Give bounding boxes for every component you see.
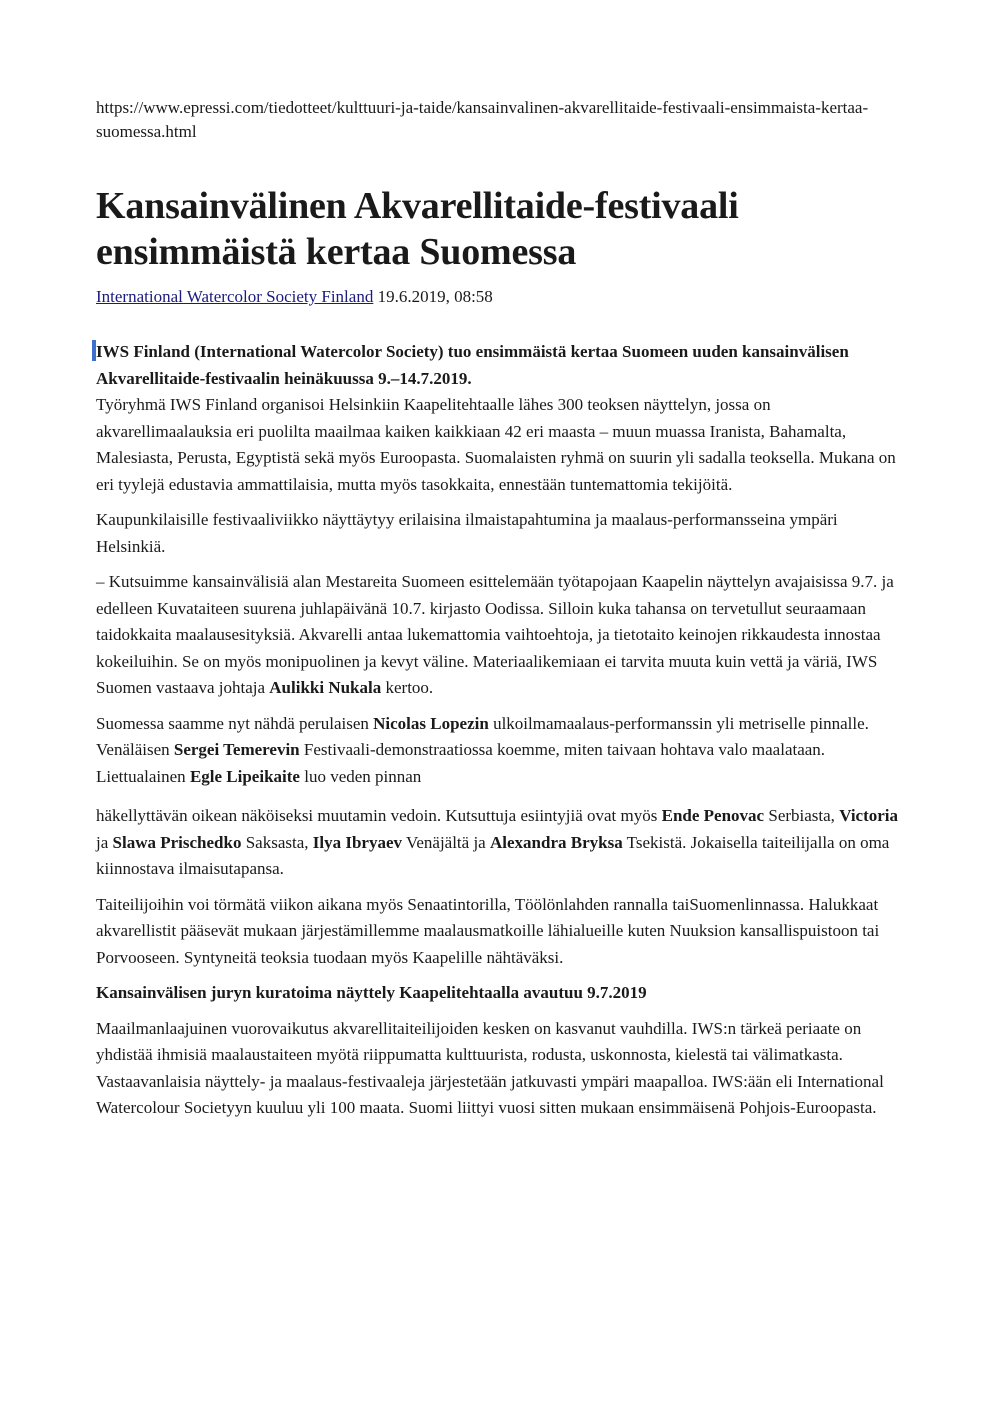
- paragraph-3-end: kertoo.: [381, 678, 434, 697]
- person-name: Victoria: [839, 806, 899, 825]
- section-subheading: Kansainvälisen juryn kuratoima näyttely Kaapelitehtaalla avautuu 9.7.2019: [96, 983, 647, 1002]
- paragraph-2: Kaupunkilaisille festivaaliviikko näyttäytyy erilaisina ilmaistapahtumina ja maalaus-performansseina ympäri Helsinkiä.: [96, 510, 838, 556]
- person-name: Nicolas Lopezin: [373, 713, 489, 733]
- lead-paragraph: [96, 339, 902, 392]
- lead-text: IWS Finland (International Watercolor Society) tuo ensimmäistä kertaa Suomeen uuden kansainvälisen Akvarellitaide-festivaalin heinäkuussa 9.–14.7.2019.: [96, 342, 849, 388]
- text-run: Venäjältä ja: [402, 832, 490, 852]
- text-run: häkellyttävän oikean näköiseksi muutamin vedoin. Kutsuttuja esiintyjiä ovat myös: [96, 806, 662, 825]
- byline: [96, 285, 906, 309]
- person-name: Slawa Prischedko: [112, 832, 242, 852]
- publish-datetime: 19.6.2019, 08:58: [377, 287, 493, 306]
- person-name: Ilya Ibryaev: [312, 832, 403, 852]
- text-run: ja: [96, 832, 113, 852]
- paragraph-3: [96, 569, 902, 702]
- person-name: Ende Penovac: [661, 806, 765, 825]
- paragraph-3-text: – Kutsuimme kansainvälisiä alan Mestareita Suomeen esittelemään työtapojaan Kaapelin näyttelyn avajaisissa 9.7. ja edelleen Kuvataiteen suurena juhlapäivänä 10.7. kirjasto Oodissa. Silloin kuka tahansa on tervetullut seuraamaan taidokkaita maalausesityksiä. Akvarelli antaa lukemattomia vaihtoehtoja, ja tietotaito keinojen rikkaudesta innostaa kokeiluihin. Se on myös monipuolinen ja kevyt väline. Materiaalikemiaan ei tarvita muuta kuin vettä ja väriä, IWS Suomen vastaava johtaja: [96, 572, 894, 697]
- text-run: Suomessa saamme nyt nähdä perulaisen: [96, 713, 374, 733]
- text-run: Saksasta,: [241, 832, 313, 852]
- article-body: [96, 339, 902, 1122]
- paragraph-1: Työryhmä IWS Finland organisoi Helsinkiin Kaapelitehtaalle lähes 300 teoksen näyttelyn, jossa on akvarellimaalauksia eri puolilta maailmaa kaiken kaikkiaan 42 eri maasta – muun muassa Iranista, Bahamalta, Malesiasta, Perusta, Egyptistä sekä myös Euroopasta. Suomalaisten ryhmä on suurin yli sadalla teoksella. Mukana on eri tyylejä edustavia ammattilaisia, mutta myös tasokkaita, ennestään tuntemattomia tekijöitä.: [96, 395, 896, 494]
- person-name: Alexandra Bryksa: [489, 832, 623, 852]
- person-name: Egle Lipeikaite: [189, 766, 300, 786]
- person-name: Sergei Temerevin: [173, 740, 300, 759]
- article-title: Kansainvälinen Akvarellitaide-festivaali ensimmäistä kertaa Suomessa: [96, 185, 739, 273]
- text-run: Serbiasta,: [764, 806, 840, 825]
- paragraph-4: [96, 711, 902, 791]
- paragraph-6: Taiteilijoihin voi törmätä viikon aikana myös Senaatintorilla, Töölönlahden rannalla taiSuomenlinnassa. Halukkaat akvarellistit pääsevät mukaan järjestämillemme maalausmatkoille lähialueille kuten Nuuksion kansallispuistoon tai Porvooseen. Syntyneitä teoksia tuodaan myös Kaapelille nähtäväksi.: [96, 894, 880, 967]
- source-url: https://www.epressi.com/tiedotteet/kulttuuri-ja-taide/kansainvalinen-akvarellitaide-festivaali-ensimmaista-kertaa-suomessa.html: [96, 98, 869, 141]
- author-link[interactable]: International Watercolor Society Finland: [96, 287, 374, 306]
- paragraph-7: Maailmanlaajuinen vuorovaikutus akvarellitaiteilijoiden kesken on kasvanut vauhdilla. IWS:n tärkeä periaate on yhdistää ihmisiä maalaustaiteen myötä riippumatta kulttuurista, rodusta, uskonnosta, kielestä tai välimatkasta. Vastaavanlaisia näyttely- ja maalaus-festivaaleja järjestetään jatkuvasti ympäri maapalloa. IWS:ään eli International Watercolour Societyyn kuuluu yli 100 maata. Suomi liittyi vuosi sitten mukaan ensimmäisenä Pohjois-Euroopasta.: [96, 1018, 884, 1117]
- text-run: luo veden pinnan: [299, 766, 422, 786]
- person-name: Aulikki Nukala: [269, 678, 382, 697]
- paragraph-5: [96, 803, 902, 883]
- lead-marker: [92, 340, 96, 361]
- text-run: ulkoilmamaalaus-performanssin yli metriselle pinnalle. Venäläisen: [96, 713, 869, 759]
- text-run: Festivaali-demonstraatiossa koemme, miten taivaan hohtava valo maalataan. Liettualainen: [96, 740, 826, 786]
- text-run: Tsekistä. Jokaisella taiteilijalla on oma kiinnostava ilmaisutapansa.: [96, 832, 890, 878]
